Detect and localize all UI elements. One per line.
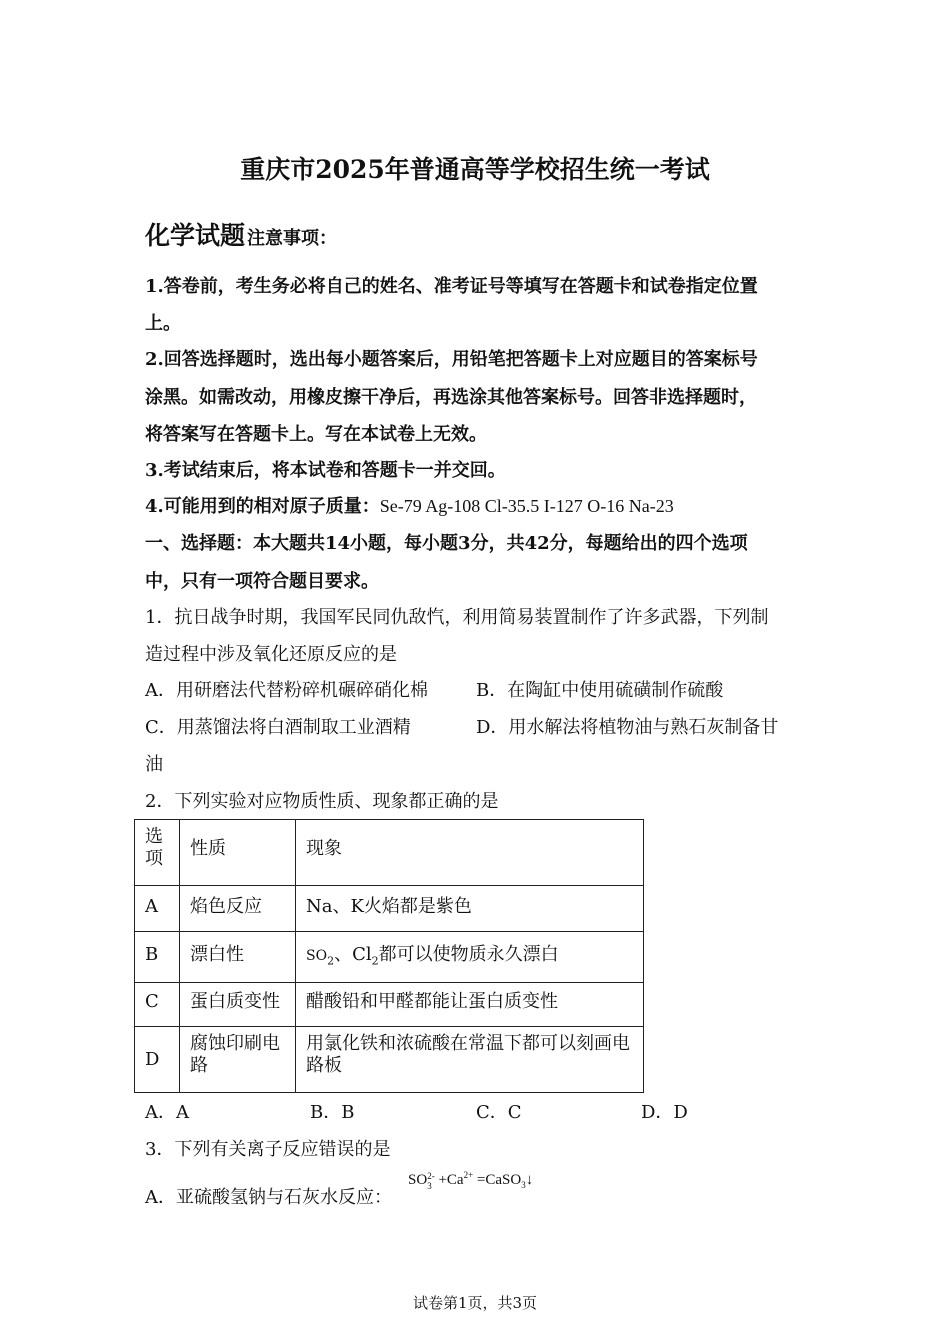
table-header-row: [135, 820, 644, 886]
row-property: 焰色反应: [180, 886, 296, 932]
atomic-mass-values: Se-79 Ag-108 Cl-35.5 I-127 O-16 Na-23: [379, 496, 674, 516]
table-row: [135, 932, 644, 983]
row-phenomenon: 用氯化铁和浓硫酸在常温下都可以刻画电路板: [296, 1027, 644, 1093]
q2-answer-d: D．D: [641, 1102, 688, 1123]
row-option: D: [135, 1027, 180, 1093]
q1-stem: 1．抗日战争时期，我国军民同仇敌忾，利用简易装置制作了许多武器，下列制: [145, 607, 769, 628]
q2-table: [134, 819, 644, 1093]
table-row: [135, 983, 644, 1027]
exam-title: 重庆市2025年普通高等学校招生统一考试: [240, 155, 710, 184]
q2-stem: 2．下列实验对应物质性质、现象都正确的是: [145, 791, 499, 812]
row-phenomenon: [296, 932, 644, 983]
notice-line: 涂黑。如需改动，用橡皮擦干净后，再选涂其他答案标号。回答非选择题时，: [145, 387, 757, 408]
formula-separator: 、: [334, 944, 353, 965]
q2-answer-a: A．A: [145, 1102, 189, 1123]
eq-ca-sup: 2+: [463, 1170, 474, 1180]
q1-option-d-cont: 油: [145, 754, 163, 775]
eq-so-charge: [427, 1171, 435, 1191]
precipitate-arrow-icon: ↓: [525, 1172, 534, 1188]
row-option: B: [135, 932, 180, 983]
table-row: [135, 1027, 644, 1093]
row-property: 蛋白质变性: [180, 983, 296, 1027]
notice-line: 3.考试结束后，将本试卷和答题卡一并交回。: [145, 460, 506, 481]
subject-label: 化学试题: [145, 221, 246, 250]
formula-cl2-sub: 2: [371, 954, 379, 968]
eq-so-sub: 3: [427, 1180, 432, 1191]
header-property: 性质: [180, 820, 296, 886]
notice-line: 上。: [145, 313, 181, 334]
page-footer: 试卷第1页，共3页: [412, 1294, 538, 1312]
row-option: C: [135, 983, 180, 1027]
eq-so: SO: [408, 1172, 428, 1188]
row-property: 漂白性: [180, 932, 296, 983]
q3-stem: 3．下列有关离子反应错误的是: [145, 1139, 391, 1160]
subject-heading: [145, 216, 337, 252]
table-row: [135, 886, 644, 932]
row-option: A: [135, 886, 180, 932]
header-option: 选项: [135, 820, 180, 886]
atomic-mass-label: 4.可能用到的相对原子质量：: [145, 496, 380, 517]
eq-ca: +Ca: [438, 1172, 464, 1188]
row-property: 腐蚀印刷电路: [180, 1027, 296, 1093]
q1-stem-cont: 造过程中涉及氧化还原反应的是: [145, 644, 397, 665]
eq-so-sup: 2-: [427, 1170, 435, 1181]
q1-option-d: D．用水解法将植物油与熟石灰制备甘: [476, 717, 779, 738]
header-phenomenon: 现象: [296, 820, 644, 886]
formula-so2-sub: 2: [327, 954, 335, 968]
q2-answer-b: B．B: [310, 1102, 355, 1123]
formula-so2: SO: [306, 948, 328, 964]
q1-option-a: A．用研磨法代替粉碎机碾碎硝化棉: [145, 680, 428, 701]
q3-option-a: A．亚硫酸氢钠与石灰水反应：: [145, 1187, 392, 1208]
q1-option-b: B．在陶缸中使用硫磺制作硫酸: [476, 680, 724, 701]
notice-line: 1.答卷前，考生务必将自己的姓名、准考证号等填写在答题卡和试卷指定位置: [145, 276, 758, 297]
eq-caso-sub: 3: [521, 1180, 526, 1190]
notice-line-atomic-mass: [145, 492, 674, 518]
row-phenomenon-text: 都可以使物质永久漂白: [378, 944, 559, 965]
q3-equation: [408, 1170, 533, 1191]
notice-line: 将答案写在答题卡上。写在本试卷上无效。: [145, 424, 487, 445]
notice-title: 注意事项：: [247, 228, 338, 249]
row-phenomenon: Na、K火焰都是紫色: [296, 886, 644, 932]
q1-option-c: C．用蒸馏法将白酒制取工业酒精: [145, 717, 411, 738]
section-heading: 一、选择题：本大题共14小题，每小题3分，共42分，每题给出的四个选项: [145, 533, 748, 554]
notice-line: 2.回答选择题时，选出每小题答案后，用铅笔把答题卡上对应题目的答案标号: [145, 349, 758, 370]
q2-answer-c: C．C: [476, 1102, 522, 1123]
section-heading-cont: 中，只有一项符合题目要求。: [145, 571, 379, 592]
formula-cl2: Cl: [352, 944, 372, 965]
row-phenomenon: 醋酸铅和甲醛都能让蛋白质变性: [296, 983, 644, 1027]
eq-caso: =CaSO: [476, 1172, 522, 1188]
